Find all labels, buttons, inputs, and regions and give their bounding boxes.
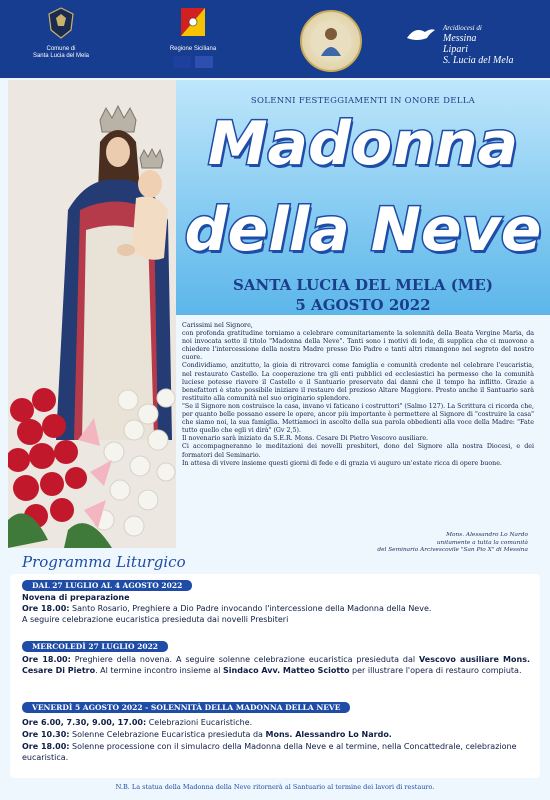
program-box <box>10 574 540 778</box>
diocesi-logo <box>405 6 545 66</box>
italy-flag-icon <box>195 56 213 68</box>
comune-label: Comune di <box>46 46 76 52</box>
section-header: DAL 27 LUGLIO AL 4 AGOSTO 2022 <box>22 580 192 591</box>
program-line <box>22 741 530 763</box>
regione-logo <box>158 6 228 68</box>
program-bold: Vescovo ausiliare Mons. Cesare Di Pietro <box>22 655 530 675</box>
diocesi-santa-lucia: S. Lucia del Mela <box>443 55 514 66</box>
program-line <box>22 717 530 728</box>
hero-date: 5 AGOSTO 2022 <box>295 296 431 314</box>
trinacria-icon <box>179 6 207 40</box>
madonna-medallion-icon <box>300 10 362 72</box>
signature-name: Mons. Alessandro Lo Nardo <box>446 532 528 538</box>
program-bold: Sindaco Avv. Matteo Sciotto <box>223 666 350 675</box>
signature-line: unitamente a tutta la comunità <box>436 539 528 546</box>
crest-icon <box>47 6 75 40</box>
program-line: Novena di preparazione <box>22 593 130 602</box>
letter-paragraph: Carissimi nel Signore, <box>182 322 253 329</box>
title-madonna: Madonna <box>207 109 519 179</box>
madonna-statue-photo <box>8 80 176 548</box>
signature-line: del Seminario Arcivescovile "San Pio X" di Messina <box>377 547 528 553</box>
program-line <box>22 603 530 614</box>
letter-paragraph: Condividiamo, anzitutto, la gioia di ritrovarci come famiglia e comunità credente nel celebrare l'eucaristia, nel restaurato Castello. La cooperazione tra gli enti pubblici ed ecclesiastici ha permesso che la comunità luciese potesse riavere il Castello e il Santuario preservato dai danni che il tempo ha inflitto. Grazie a benefattori è stato possibile iniziare il restauro del prezioso Altare Maggiore. Presto anche il Santuario sarà restituito alla comunità nel suo originario splendore. <box>182 362 534 402</box>
section-header: MERCOLEDÌ 27 LUGLIO 2022 <box>22 641 168 652</box>
title-della-neve: della Neve <box>184 195 542 265</box>
diocesi-lipari: Lipari <box>443 44 469 55</box>
hero-place: SANTA LUCIA DEL MELA (ME) <box>233 276 493 294</box>
regione-label: Regione Siciliana <box>169 46 217 52</box>
hero-subtitle: SOLENNI FESTEGGIAMENTI IN ONORE DELLA <box>250 96 476 106</box>
program-line <box>22 654 530 676</box>
program-text: Celebrazioni Eucaristiche. <box>146 718 253 727</box>
program-text: . Al termine incontro insieme al <box>95 666 224 675</box>
program-text: Santo Rosario, Preghiere a Dio Padre invocando l'intercessione della Madonna della Neve. <box>69 604 432 613</box>
letter-paragraph: "Se il Signore non costruisce la casa, invano vi faticano i costruttori" (Salmo 127). La Scrittura ci ricorda che, per quanto belle possano essere le opere, ancor più importante è permettere al Signore di "costruire la casa" che siamo noi, la sua famiglia. Mettiamoci in ascolto della sua parola obbedienti alla voce della Madre: "Fate tutto quello che egli vi dirà" (Gv 2,5). <box>182 402 534 435</box>
letter-paragraph: con profonda gratitudine torniamo a celebrare comunitariamente la solennità della Beata Vergine Maria, da noi invocata sotto il titolo "Madonna della Neve". Tanti sono i motivi di lode, di supplica che ci muovono a chiedere l'intercessione della nostra Madre presso Dio Padre e tanti altri rimangono nel segreto del nostro cuore. <box>182 330 534 362</box>
pastoral-letter <box>182 322 534 468</box>
comune-name: Santa Lucia del Mela <box>32 53 90 59</box>
program-text: Solenne processione con il simulacro della Madonna della Neve e al termine, nella Concattedrale, celebrazione eucaristica. <box>22 742 517 762</box>
letter-paragraph: Ci accompagneranno le meditazioni dei novelli presbiteri, dono del Signore alla nostra Diocesi, e dei formatori del Seminario. <box>182 443 534 459</box>
program-time: Ore 6.00, 7.30, 9.00, 17.00: <box>22 718 147 727</box>
diocesi-label: Arcidiocesi di <box>443 24 482 32</box>
footer-note: N.B. La statua della Madonna della Neve ritornerà al Santuario al termine dei lavori di restauro. <box>115 783 435 791</box>
dove-icon <box>405 24 437 44</box>
program-time: Ore 18.00: <box>22 742 70 751</box>
program-text: Solenne Celebrazione Eucaristica presieduta da <box>69 730 266 739</box>
program-time: Ore 10.30: <box>22 730 70 739</box>
program-bold: Mons. Alessandro Lo Nardo. <box>265 730 392 739</box>
signature <box>278 532 528 555</box>
program-time: Ore 18.00: <box>22 604 70 613</box>
letter-paragraph: In attesa di vivere insieme questi giorni di fede e di grazia vi auguro un'estate ricca di opere buone. <box>182 459 502 467</box>
eu-flag-icon <box>173 56 191 68</box>
diocesi-messina: Messina <box>443 33 477 44</box>
program-line <box>22 729 530 740</box>
section-header: VENERDÌ 5 AGOSTO 2022 - SOLENNITÀ DELLA MADONNA DELLA NEVE <box>22 702 350 713</box>
program-line: A seguire celebrazione eucaristica presieduta dai novelli Presbiteri <box>22 615 289 624</box>
program-time: Ore 18.00: <box>22 655 71 664</box>
comune-logo <box>22 6 100 60</box>
program-text: per illustrare l'opera di restauro compiuta. <box>349 666 522 675</box>
program-title: Programma Liturgico <box>22 553 186 571</box>
header-bar <box>0 0 550 78</box>
program-text: Preghiere della novena. A seguire solenne celebrazione eucaristica presieduta dal <box>70 655 420 664</box>
letter-paragraph: Il novenario sarà iniziato da S.E.R. Mons. Cesare Di Pietro Vescovo ausiliare. <box>182 435 429 443</box>
